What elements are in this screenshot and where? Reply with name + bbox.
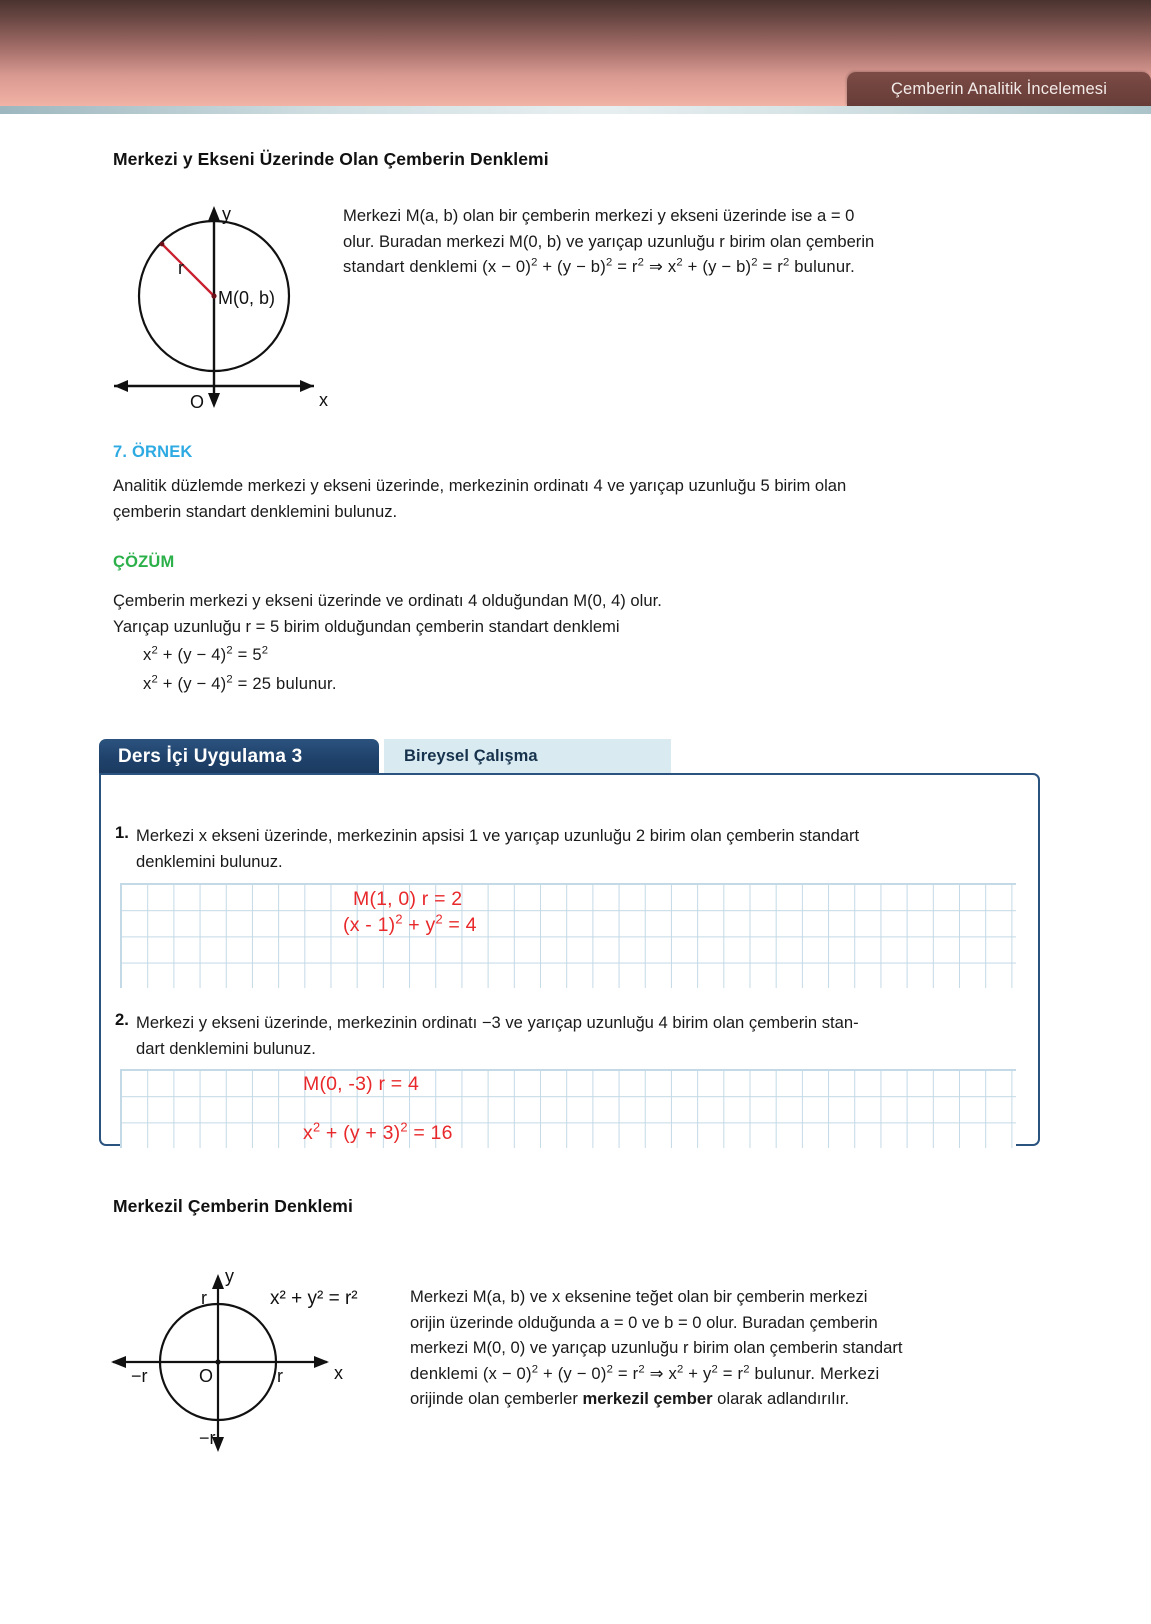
figure2-left-r-label: −r	[131, 1366, 148, 1386]
exercise-subtitle-tab	[384, 739, 671, 774]
section-heading-y-axis-circle: Merkezi y Ekseni Üzerinde Olan Çemberin Denklemi	[113, 149, 549, 169]
question-1-line2: denklemini bulunuz.	[136, 851, 283, 871]
figure2-right-r-label: r	[277, 1366, 283, 1386]
solution-label: ÇÖZÜM	[113, 553, 175, 571]
figure2-equation-label: x² + y² = r²	[270, 1288, 358, 1309]
answer-2-line1: M(0, -3) r = 4	[303, 1073, 420, 1095]
question-1-number: 1.	[115, 823, 129, 842]
figure2-x-left-arrow	[111, 1356, 126, 1368]
section2-paragraph	[410, 1284, 1035, 1412]
section2-paragraph-line4: denklemi $(x - 0)^2 + (y - 0)^2 = r^2$ ⇒ $x^2 + y^2 = r^2$ bulunur. Merkezi	[410, 1362, 880, 1383]
section2-paragraph-line5	[410, 1386, 1035, 1412]
figure2-x-right-arrow	[314, 1356, 329, 1368]
answer-grid-1[interactable]	[120, 883, 1016, 988]
figure1-center-label: M(0, b)	[218, 288, 276, 308]
section2-line5-part-a: orijinde olan çemberler	[410, 1389, 583, 1408]
solution-equation-2: $x^2 + (y - 4)^2 = 25$ bulunur.	[143, 672, 337, 693]
section2-line5-part-b: olarak adlandırılır.	[712, 1389, 850, 1408]
section2-line5-bold-term: merkezil çember	[582, 1389, 713, 1408]
figure-circle-on-y-axis	[108, 196, 338, 418]
answer-2-line2: $x^2 + (y + 3)^2 = 16$	[303, 1119, 453, 1144]
figure1-origin-label: O	[190, 392, 205, 412]
solution-line1: Çemberin merkezi y ekseni üzerinde ve ordinatı 4 olduğundan M(0, 4) olur.	[113, 591, 662, 610]
radius-segment	[162, 244, 214, 296]
x-axis-left-arrow	[114, 380, 128, 392]
question-1-line1: Merkezi x ekseni üzerinde, merkezinin apsisi 1 ve yarıçap uzunluğu 2 birim olan çemberin standart	[136, 826, 860, 845]
answer-1-line1: M(1, 0) r = 2	[353, 888, 463, 910]
exercise-box-body	[99, 773, 1040, 1146]
figure2-y-label: y	[225, 1266, 234, 1286]
question-2-line2: dart denklemini bulunuz.	[136, 1038, 316, 1058]
example-text-line2: çemberin standart denklemini bulunuz.	[113, 501, 398, 521]
solution-line2: Yarıçap uzunluğu r = 5 birim olduğundan çemberin standart denklemi	[113, 616, 620, 636]
chapter-title-label: Çemberin Analitik İncelemesi	[890, 79, 1108, 98]
answer-1-line2: $(x - 1)^2 + y^2 = 4$	[343, 911, 477, 936]
question-2-text	[136, 1010, 1026, 1061]
exercise-subtitle-label: Bireysel Çalışma	[404, 747, 538, 765]
section1-paragraph-line2: olur. Buradan merkezi M(0, b) ve yarıçap uzunluğu r birim olan çemberin	[343, 231, 875, 251]
figure1-radius-label: r	[178, 258, 184, 278]
section1-paragraph-line1: Merkezi M(a, b) olan bir çemberin merkezi y ekseni üzerinde ise a = 0	[343, 206, 855, 225]
center-point	[211, 293, 216, 298]
figure1-svg	[108, 196, 338, 418]
x-axis-right-arrow	[300, 380, 314, 392]
circle-edge-point	[160, 242, 165, 247]
figure1-x-label: x	[319, 390, 328, 410]
figure2-y-up-arrow	[212, 1274, 224, 1289]
y-axis-down-arrow	[208, 393, 220, 408]
question-2-line1: Merkezi y ekseni üzerinde, merkezinin ordinatı −3 ve yarıçap uzunluğu 4 birim olan çemberin stan-	[136, 1013, 859, 1032]
exercise-box	[99, 739, 1040, 1146]
figure2-bottom-r-label: −r	[199, 1428, 216, 1448]
figure2-origin-label: O	[199, 1366, 214, 1386]
header-underline-strip	[0, 106, 1151, 114]
example-text	[113, 473, 1023, 524]
exercise-box-tabs	[99, 739, 1040, 774]
y-axis-up-arrow	[208, 206, 220, 221]
exercise-title-label: Ders İçi Uygulama 3	[118, 745, 303, 767]
section-heading-centered-circle: Merkezil Çemberin Denklemi	[113, 1196, 353, 1216]
section1-paragraph	[343, 203, 1033, 280]
figure2-origin-point	[215, 1359, 220, 1364]
question-2-number: 2.	[115, 1010, 129, 1029]
question-1-text	[136, 823, 1026, 874]
section2-paragraph-line3: merkezi M(0, 0) ve yarıçap uzunluğu r birim olan çemberin standart	[410, 1338, 903, 1357]
section1-paragraph-line3: standart denklemi $(x - 0)^2 + (y - b)^2 = r^2$ ⇒ $x^2 + (y - b)^2 = r^2$ bulunur.	[343, 256, 855, 276]
figure2-x-label: x	[334, 1363, 343, 1383]
example-text-line1: Analitik düzlemde merkezi y ekseni üzerinde, merkezinin ordinatı 4 ve yarıçap uzunluğu 5 birim olan	[113, 476, 847, 495]
figure2-svg	[105, 1262, 405, 1462]
answer-grid-2[interactable]	[120, 1069, 1016, 1148]
solution-body	[113, 588, 913, 696]
section2-paragraph-line2: orijin üzerinde olduğunda a = 0 ve b = 0 olur. Buradan çemberin	[410, 1312, 878, 1332]
exercise-title-tab	[99, 739, 379, 774]
section2-paragraph-line1: Merkezi M(a, b) ve x eksenine teğet olan bir çemberin merkezi	[410, 1287, 868, 1306]
example-label: 7. ÖRNEK	[113, 443, 193, 461]
chapter-title-tab	[847, 72, 1151, 106]
solution-equation-1: $x^2 + (y - 4)^2 = 5^2$	[143, 644, 269, 664]
figure1-y-label: y	[222, 204, 231, 224]
figure2-top-r-label: r	[201, 1288, 207, 1308]
figure-centered-circle	[105, 1262, 405, 1462]
